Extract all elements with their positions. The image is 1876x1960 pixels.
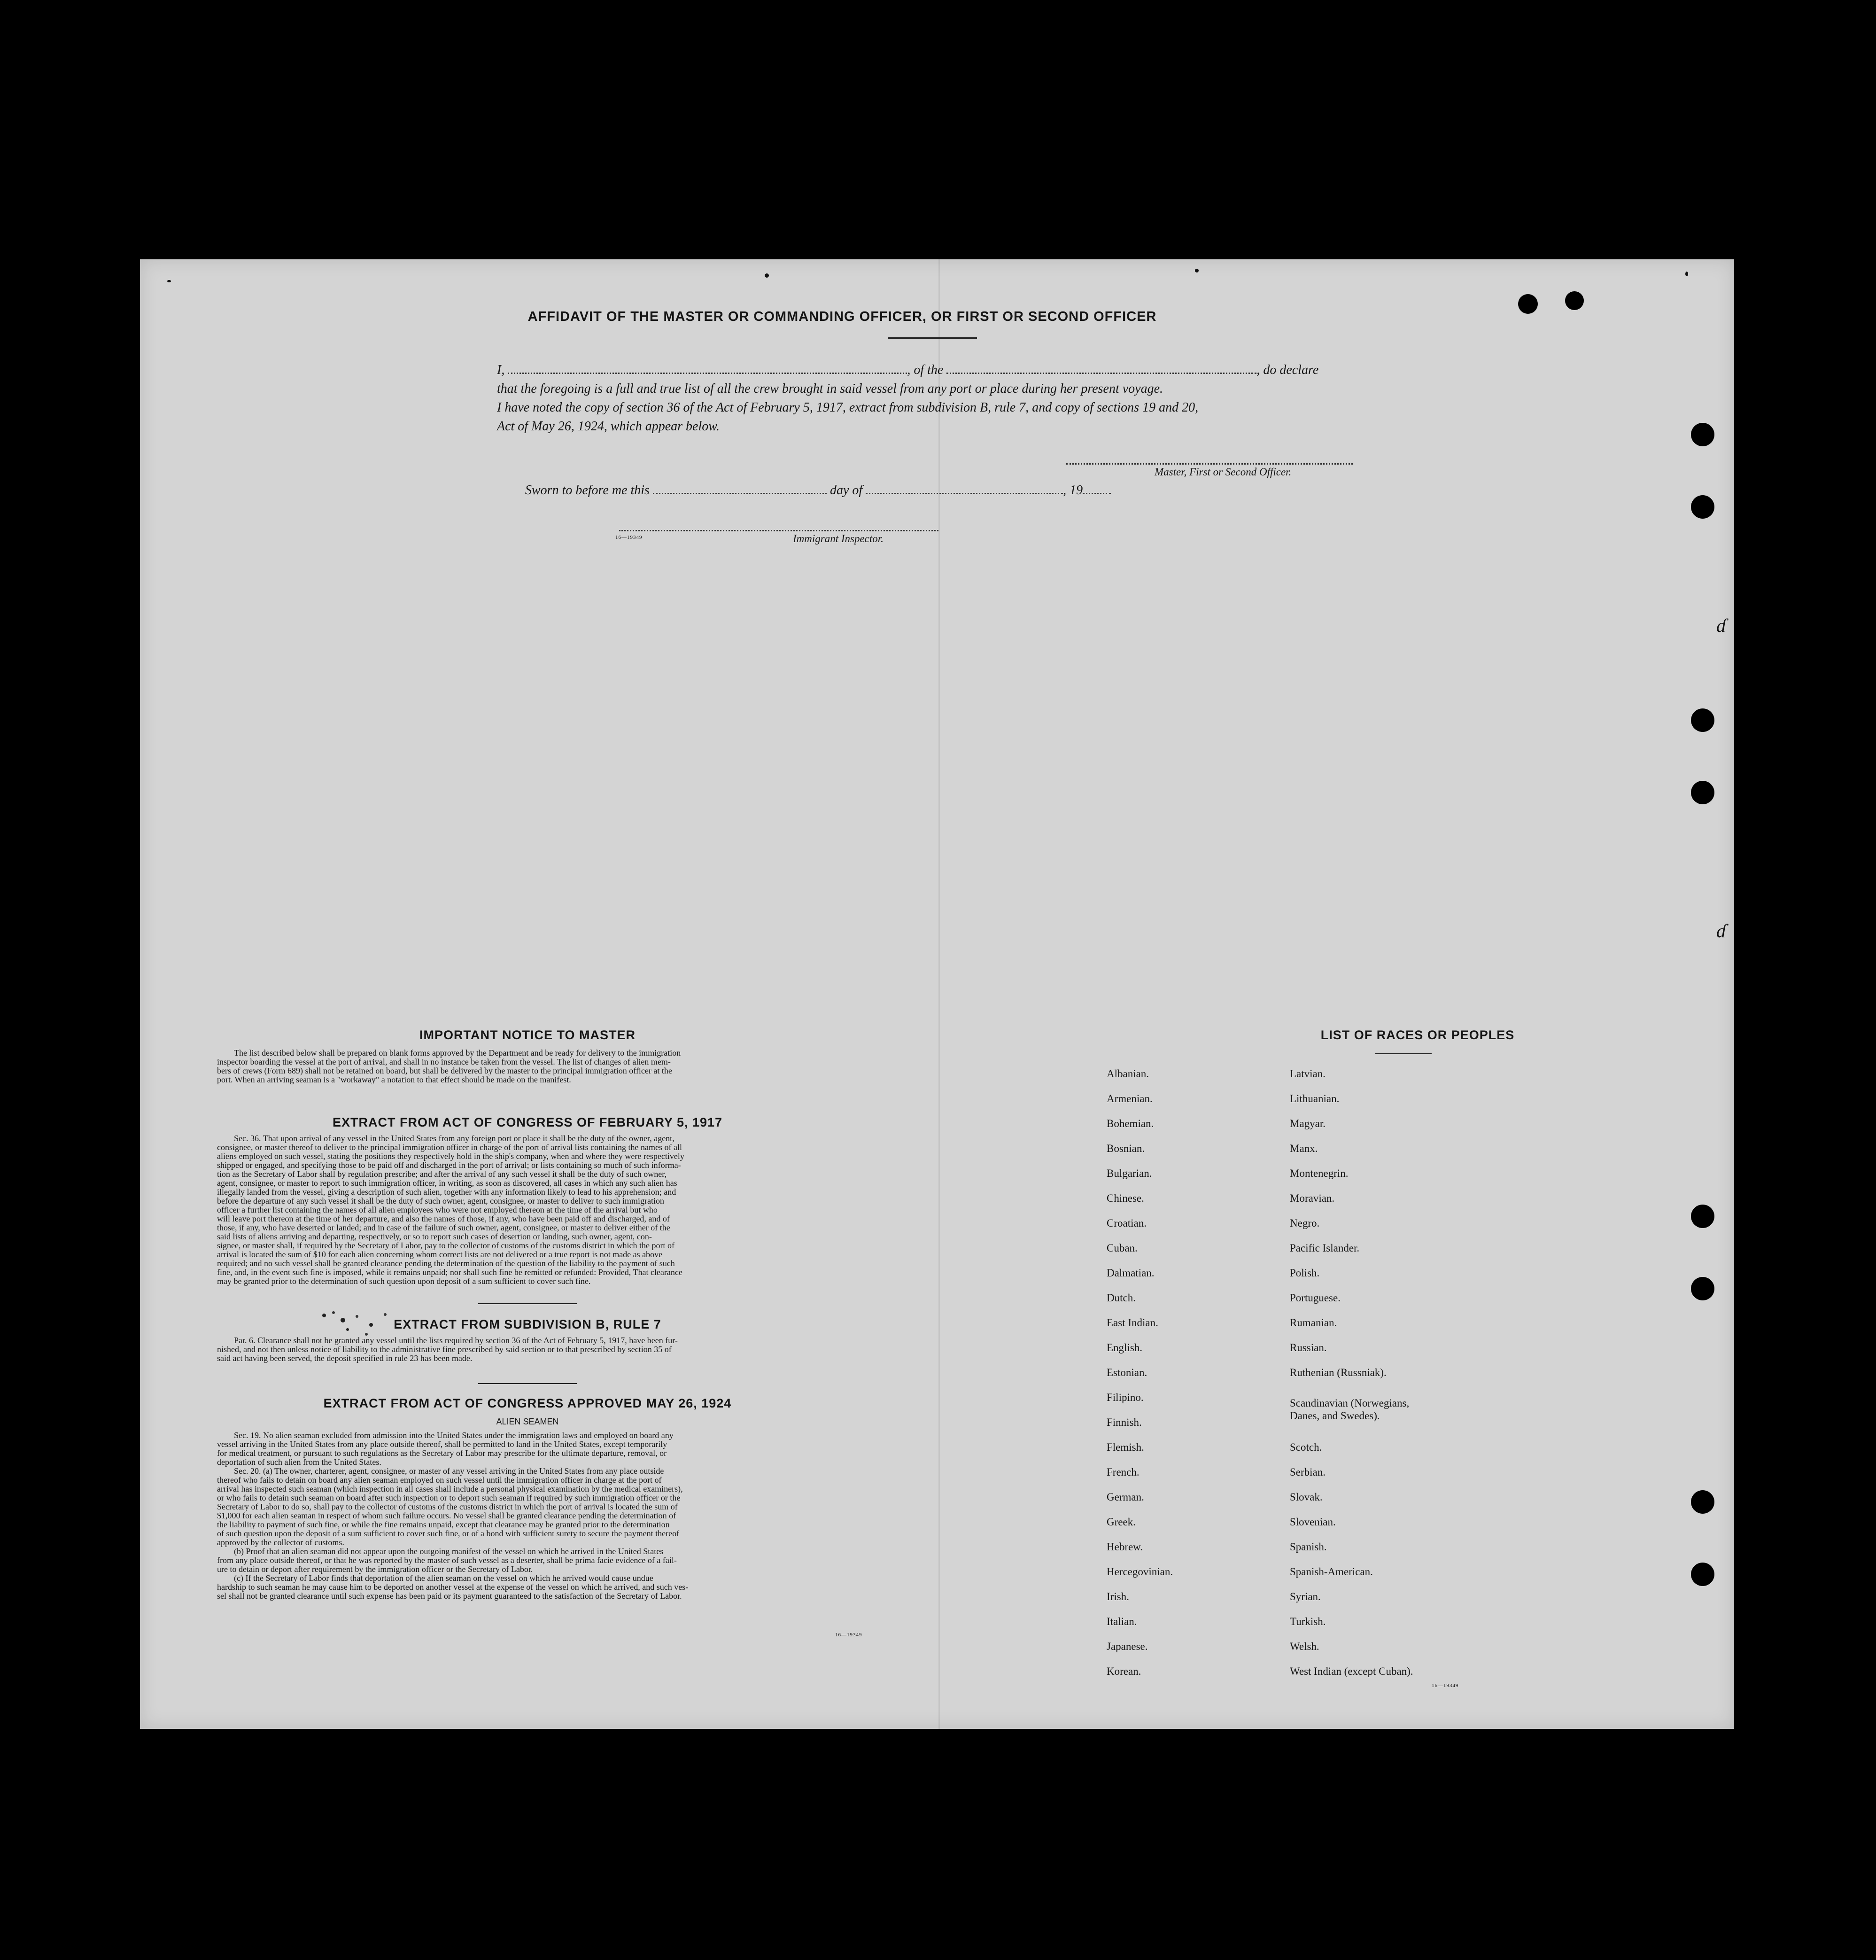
sworn-year-blank[interactable] [1083, 489, 1111, 494]
paper-speck [167, 280, 171, 282]
race-item: Hercegovinian. [1107, 1566, 1173, 1578]
declaration-line-1: I, , of the , do declare [497, 363, 1319, 377]
section-rule [478, 1303, 577, 1304]
punch-hole [1691, 495, 1714, 519]
race-item: Scandinavian (Norwegians, Danes, and Swedes). [1290, 1397, 1410, 1422]
race-item: Magyar. [1290, 1118, 1326, 1129]
declaration-line-2: that the foregoing is a full and true list of all the crew brought in said vessel from any port or place during her present voyage. [497, 381, 1163, 396]
form-code: 16—19349 [615, 535, 643, 540]
race-item: Albanian. [1107, 1068, 1149, 1080]
race-item: Negro. [1290, 1217, 1320, 1229]
master-signature-line[interactable] [1066, 463, 1353, 465]
race-item: Korean. [1107, 1665, 1141, 1677]
race-item: Portuguese. [1290, 1292, 1341, 1304]
punch-hole [1691, 1205, 1714, 1228]
paper-speck [1685, 272, 1688, 276]
race-item: Rumanian. [1290, 1317, 1337, 1329]
race-item: Filipino. [1107, 1392, 1144, 1403]
race-item: Chinese. [1107, 1192, 1144, 1204]
race-item: Welsh. [1290, 1641, 1319, 1652]
punch-hole [1691, 1563, 1714, 1586]
form-code: 16—19349 [835, 1632, 862, 1638]
page-fold [938, 259, 940, 1729]
race-item: West Indian (except Cuban). [1290, 1665, 1413, 1677]
race-item: Moravian. [1290, 1192, 1335, 1204]
section-rule [478, 1383, 577, 1384]
affidavit-declaration [497, 361, 1380, 436]
race-item: Bosnian. [1107, 1143, 1145, 1154]
act-1917-title: EXTRACT FROM ACT OF CONGRESS OF FEBRUARY 5, 1917 [332, 1115, 723, 1129]
race-item: Spanish-American. [1290, 1566, 1373, 1578]
race-item: Bulgarian. [1107, 1167, 1152, 1179]
race-item: Bohemian. [1107, 1118, 1154, 1129]
title-rule [888, 337, 977, 339]
race-item: Slovak. [1290, 1491, 1323, 1503]
races-title: LIST OF RACES OR PEOPLES [1320, 1028, 1515, 1042]
race-item: Lithuanian. [1290, 1093, 1340, 1104]
master-signature-label: Master, First or Second Officer. [1155, 466, 1292, 478]
race-item: Spanish. [1290, 1541, 1327, 1553]
race-item: Syrian. [1290, 1591, 1321, 1602]
declaration-line-4: Act of May 26, 1924, which appear below. [497, 419, 720, 434]
act-1917-text: Sec. 36. That upon arrival of any vessel in the United States from any foreign port or place it shall be the duty of the owner, agent, consignee, or master thereof to deliver to the principal immigration officer in charge of the port of arrival lists containing the names of all aliens employed on such vessel, stating the positions they respectively hold in the ship's company, when and where they were respectively shipped or engaged, and specifying those to be paid off and discharged in the port of arrival; or lists containing so much of such informa- tion as the Secretary of Labor shall by regulation prescribe; and after the arrival of any such vessel it shall be the duty of such owner, agent, consignee, or master to report to such immigration officer, in writing, as soon as discovered, all cases in which any such alien has illegally landed from the vessel, giving a description of such alien, together with any information likely to lead to his apprehension; and before the departure of any such vessel it shall be the duty of such owner, agent, consignee, or master to deliver to such immigration officer a further list containing the names of all alien employees who were not employed thereon at the time of the arrival but who will leave port thereon at the time of her departure, and also the names of those, if any, who have been paid off and discharged, and of those, if any, who have deserted or landed; and in case of the failure of such owner, agent, consignee, or master to deliver either of the said lists of aliens arriving and departing, respectively, or so to report such cases of desertion or landing, such owner, agent, con- signee, or master shall, if required by the Secretary of Labor, pay to the collector of customs of the customs district in which the port of arrival is located the sum of $10 for each alien concerning whom correct lists are not delivered or a true report is not made as above required; and no such vessel shall be granted clearance pending the determination of the question of the liability to the payment of such fine, and, in the event such fine is imposed, while it remains unpaid; nor shall such fine be remitted or refunded: Provided, That clearance may be granted prior to the determination of such question upon deposit of a sum sufficient to cover such fine. [217, 1134, 684, 1286]
race-item: Japanese. [1107, 1641, 1148, 1652]
affidavit-title: AFFIDAVIT OF THE MASTER OR COMMANDING OFFICER, OR FIRST OR SECOND OFFICER [527, 309, 1157, 324]
punch-hole [1691, 1277, 1714, 1300]
race-item: Armenian. [1107, 1093, 1153, 1104]
race-item: East Indian. [1107, 1317, 1158, 1329]
race-item: Finnish. [1107, 1416, 1142, 1428]
alien-seamen-subtitle: ALIEN SEAMEN [496, 1417, 559, 1426]
race-item: Ruthenian (Russniak). [1290, 1367, 1387, 1378]
sworn-day-blank[interactable] [653, 489, 827, 494]
race-item: Italian. [1107, 1616, 1137, 1627]
race-item: English. [1107, 1342, 1143, 1353]
race-item: Estonian. [1107, 1367, 1147, 1378]
rule-7-title: EXTRACT FROM SUBDIVISION B, RULE 7 [394, 1317, 661, 1331]
race-item: French. [1107, 1466, 1140, 1478]
notice-title: IMPORTANT NOTICE TO MASTER [419, 1028, 636, 1042]
race-item: Greek. [1107, 1516, 1136, 1528]
sworn-month-blank[interactable] [866, 489, 1063, 494]
punch-hole [1691, 708, 1714, 732]
race-item: Montenegrin. [1290, 1167, 1349, 1179]
race-item: Manx. [1290, 1143, 1318, 1154]
race-item: Polish. [1290, 1267, 1320, 1279]
race-item: Irish. [1107, 1591, 1129, 1602]
notice-text: The list described below shall be prepared on blank forms approved by the Department and be ready for delivery to the immigration inspector boarding the vessel at the port of arrival, and shall in no instance be taken from the vessel. The list of changes of alien mem- bers of crews (Form 689) shall not be retained on board, but shall be delivered by the master to the principal immigration officer at the port. When an arriving seaman is a "workaway" a notation to that effect should be made on the manifest. [217, 1048, 681, 1084]
race-item: Slovenian. [1290, 1516, 1336, 1528]
declaration-line-3: I have noted the copy of section 36 of the Act of February 5, 1917, extract from subdivision B, rule 7, and copy of sections 19 and 20, [497, 400, 1199, 415]
sworn-statement: Sworn to before me this day of , 19 [525, 483, 1183, 498]
races-title-rule [1375, 1053, 1432, 1054]
manifest-page [140, 259, 1734, 1729]
rule-7-text: Par. 6. Clearance shall not be granted any vessel until the lists required by section 36 of the Act of February 5, 1917, have been fur- nished, and not then unless notice of liability to the administrative fine prescribed by said section or to that prescribed by section 35 of said act having been served, the deposit specified in rule 23 has been made. [217, 1336, 678, 1363]
paper-speck [1195, 269, 1199, 272]
punch-hole [1691, 1490, 1714, 1514]
race-item: Dalmatian. [1107, 1267, 1155, 1279]
form-code: 16—19349 [1432, 1683, 1459, 1688]
inspector-signature-label: Immigrant Inspector. [793, 533, 884, 544]
punch-hole [1691, 423, 1714, 446]
race-item: Cuban. [1107, 1242, 1138, 1254]
race-item: Turkish. [1290, 1616, 1326, 1627]
race-item: Dutch. [1107, 1292, 1136, 1304]
binding-mark: ɗ [1716, 615, 1726, 636]
punch-hole [1565, 291, 1584, 310]
binding-mark: ɗ [1716, 920, 1726, 941]
race-item: Pacific Islander. [1290, 1242, 1360, 1254]
punch-hole [1518, 294, 1538, 314]
paper-speck [765, 273, 769, 278]
race-item: Croatian. [1107, 1217, 1147, 1229]
race-item: Russian. [1290, 1342, 1327, 1353]
race-item: German. [1107, 1491, 1144, 1503]
race-item: Serbian. [1290, 1466, 1326, 1478]
inspector-signature-line[interactable] [619, 530, 938, 531]
name-blank[interactable] [508, 369, 907, 374]
race-item: Latvian. [1290, 1068, 1326, 1080]
vessel-blank[interactable] [946, 369, 1256, 374]
race-item: Flemish. [1107, 1441, 1144, 1453]
act-1924-text: Sec. 19. No alien seaman excluded from admission into the United States under the immigration laws and employed on board any vessel arriving in the United States from any place outside thereof, shall be permitted to land in the United States, except temporarily for medical treatment, or pursuant to such regulations as the Secretary of Labor may prescribe for the ultimate departure, removal, or deportation of such alien from the United States. Sec. 20. (a) The owner, charterer, agent, consignee, or master of any vessel arriving in the United States from any place outside thereof who fails to detain on board any alien seaman employed on such vessel until the immigration officer in charge at the port of arrival has inspected such seaman (which inspection in all cases shall include a personal physical examination by the medical examiners), or who fails to detain such seaman on board after such inspection or to deport such seaman if required by such immigration officer or the Secretary of Labor to do so, shall pay to the collector of customs of the customs district in which the port of arrival is located the sum of $1,000 for each alien seaman in respect of whom such failure occurs. No vessel shall be granted clearance pending the determination of the liability to payment of such fine, or while the fine remains unpaid, except that clearance may be granted prior to the determination of such question upon the deposit of a sum sufficient to cover such fine, or of a bond with sufficient surety to secure the payment thereof approved by the collector of customs. (b) Proof that an alien seaman did not appear upon the outgoing manifest of the vessel on which he arrived in the United States from any place outside thereof, or that he was reported by the master of such vessel as a deserter, shall be prima facie evidence of a fail- ure to detain or deport after requirement by the immigration officer or the Secretary of Labor. (c) If the Secretary of Labor finds that deportation of the alien seaman on the vessel on which he arrived would cause undue hardship to such seaman he may cause him to be deported on another vessel at the expense of the vessel on which he arrived, and such ves- sel shall not be granted clearance until such expense has been paid or its payment guaranteed to the satisfaction of the Secretary of Labor. [217, 1431, 689, 1601]
race-item: Scotch. [1290, 1441, 1322, 1453]
race-item: Hebrew. [1107, 1541, 1143, 1553]
punch-hole [1691, 781, 1714, 804]
act-1924-title: EXTRACT FROM ACT OF CONGRESS APPROVED MAY 26, 1924 [323, 1396, 732, 1410]
